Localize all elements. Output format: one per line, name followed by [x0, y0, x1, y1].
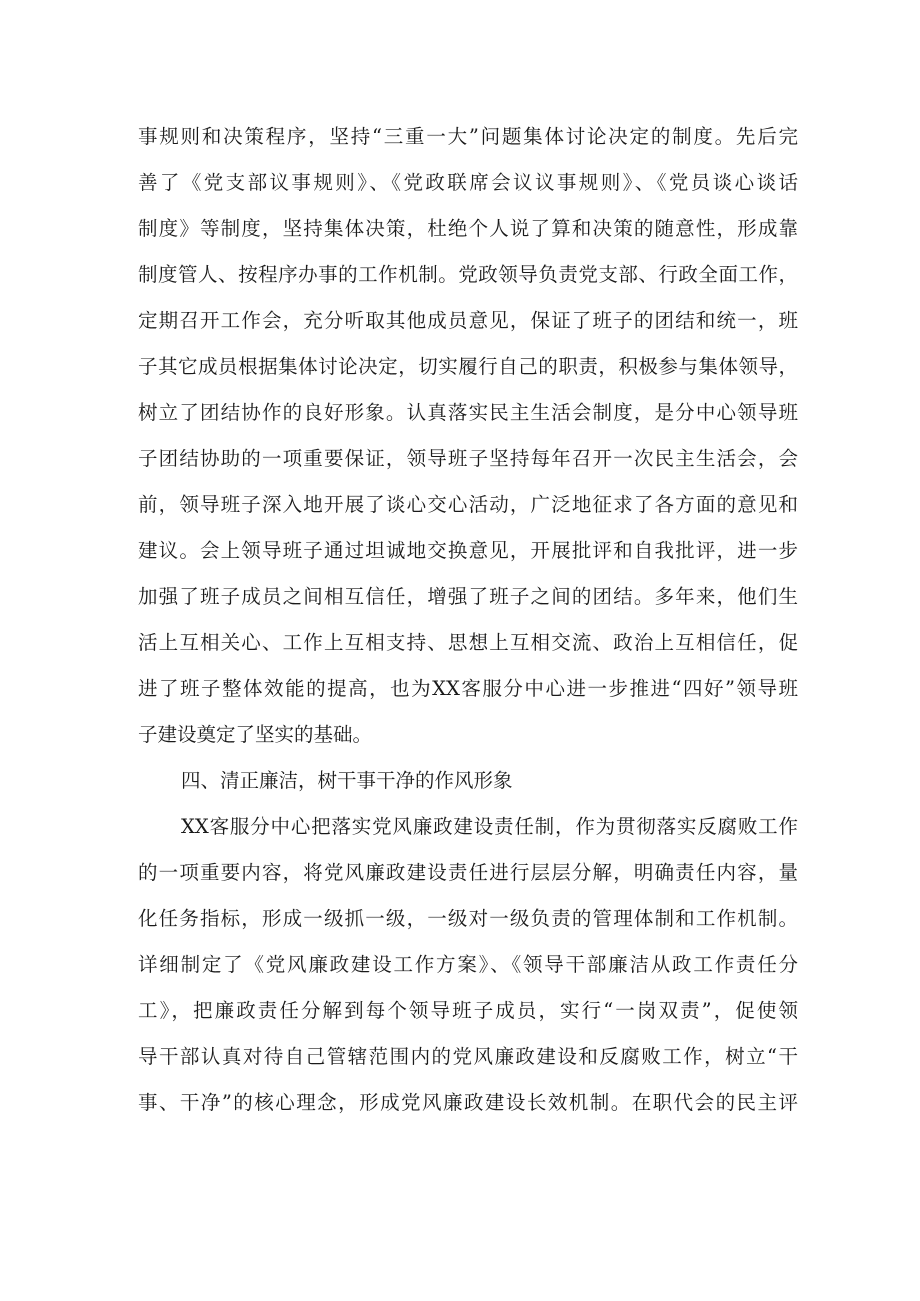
- text-line: 的一项重要内容，将党风廉政建设责任进行层层分解，明确责任内容，量: [138, 861, 798, 884]
- text-line: 善了《党支部议事规则》、《党政联席会议议事规则》、《党员谈心谈话: [138, 171, 798, 194]
- text-line: 活上互相关心、工作上互相支持、思想上互相交流、政治上互相信任，促: [138, 631, 798, 654]
- text-line: 加强了班子成员之间相互信任，增强了班子之间的团结。多年来，他们生: [138, 585, 798, 608]
- section-heading: 四、清正廉洁，树干事干净的作风形象: [181, 769, 513, 792]
- text-line: 前，领导班子深入地开展了谈心交心活动，广泛地征求了各方面的意见和: [138, 493, 798, 516]
- text-line: 事、干净”的核心理念，形成党风廉政建设长效机制。在职代会的民主评: [138, 1091, 798, 1114]
- text-line: 导干部认真对待自己管辖范围内的党风廉政建设和反腐败工作，树立“干: [138, 1045, 798, 1068]
- text-line: 树立了团结协作的良好形象。认真落实民主生活会制度，是分中心领导班: [138, 401, 798, 424]
- text-line: 制度管人、按程序办事的工作机制。党政领导负责党支部、行政全面工作，: [138, 263, 798, 286]
- paragraph-first-line: XX客服分中心把落实党风廉政建设责任制，作为贯彻落实反腐败工作: [181, 815, 798, 838]
- text-line: 事规则和决策程序，坚持“三重一大”问题集体讨论决定的制度。先后完: [138, 125, 798, 148]
- text-line: 进了班子整体效能的提高，也为XX客服分中心进一步推进“四好”领导班: [138, 677, 798, 700]
- text-line: 子团结协助的一项重要保证，领导班子坚持每年召开一次民主生活会，会: [138, 447, 798, 470]
- text-line: 子其它成员根据集体讨论决定，切实履行自己的职责，积极参与集体领导，: [138, 355, 798, 378]
- text-line: 详细制定了《党风廉政建设工作方案》、《领导干部廉洁从政工作责任分: [138, 953, 798, 976]
- text-line: 建议。会上领导班子通过坦诚地交换意见，开展批评和自我批评，进一步: [138, 539, 798, 562]
- text-line: 工》，把廉政责任分解到每个领导班子成员，实行“一岗双责”，促使领: [138, 999, 798, 1022]
- text-line: 制度》等制度，坚持集体决策，杜绝个人说了算和决策的随意性，形成靠: [138, 217, 798, 240]
- text-line: 子建设奠定了坚实的基础。: [138, 723, 373, 746]
- text-line: 定期召开工作会，充分听取其他成员意见，保证了班子的团结和统一，班: [138, 309, 798, 332]
- text-line: 化任务指标，形成一级抓一级，一级对一级负责的管理体制和工作机制。: [138, 907, 798, 930]
